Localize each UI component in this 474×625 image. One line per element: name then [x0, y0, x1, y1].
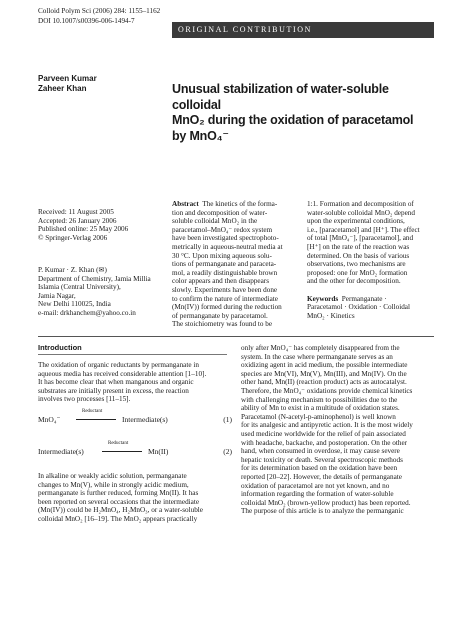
body-line: with challenging mechanism to possibilities due to the — [241, 395, 398, 404]
journal-citation — [38, 7, 160, 26]
section-divider — [38, 336, 434, 337]
received-date: Received: 11 August 2005 — [38, 208, 114, 216]
keywords-line — [307, 295, 435, 304]
abstract-column-2 — [307, 200, 435, 320]
author-name: Zaheer Khan — [38, 84, 87, 93]
arrow-label: Reductant — [82, 408, 103, 414]
equation-1 — [38, 404, 236, 434]
body-column-1 — [38, 361, 236, 524]
abstract-line: soluble colloidal MnO₂ in the — [172, 217, 258, 226]
heading-underline — [38, 354, 227, 355]
abstract-label: Abstract — [172, 200, 199, 208]
accepted-date: Accepted: 26 January 2006 — [38, 216, 117, 225]
body-line: involves two processes [11–15]. — [38, 395, 131, 404]
doi: DOI 10.1007/s00396-006-1494-7 — [38, 16, 135, 25]
abstract-line: of total [MnO₄⁻], [paracetamol], and — [307, 234, 414, 243]
body-line: The purpose of this article is to analyze the permanganic — [241, 507, 404, 516]
equation-number: (1) — [223, 414, 232, 424]
body-line: Paracetamol (N-acetyl-p-aminophenol) is well known — [241, 412, 396, 421]
body-line: changes to Mn(V), while in strongly acidic medium, — [38, 480, 189, 489]
abstract-line: of permanganate by paracetamol. — [172, 311, 268, 320]
abstract-line: slowly. Experiments have been done — [172, 285, 278, 294]
body-line: It has become clear that when manganous and organic — [38, 378, 194, 387]
abstract-line: proposed: one for MnO₂ formation — [307, 268, 408, 277]
abstract-line: The stoichiometry was found to be — [172, 320, 273, 329]
body-line: oxidation of paracetamol are not yet known, and no — [241, 481, 390, 490]
title-line: Unusual stabilization of water-soluble colloidal — [172, 82, 389, 112]
body-line: for its determination based on the oxidation have been — [241, 464, 398, 473]
body-line: aqueous media has received considerable attention [1–10]. — [38, 369, 207, 378]
abstract-text: The kinetics of the forma- — [202, 200, 278, 208]
body-line: other hand, Mn(II) (reaction product) acts as autocatalyst. — [241, 378, 407, 387]
reaction-arrow — [102, 451, 142, 452]
abstract-line: color appears and then disappears — [172, 277, 269, 286]
abstract-line: (Mn(IV)) formed during the reduction — [172, 303, 282, 312]
body-line: Therefore, the MnO₄⁻ oxidations provide chemical kinetics — [241, 386, 413, 395]
equation-reactant: MnO₄⁻ — [38, 414, 61, 424]
published-date: Published online: 25 May 2006 — [38, 225, 129, 234]
abstract-line: have been investigated spectrophoto- — [172, 234, 279, 243]
affiliation-line: P. Kumar · Z. Khan (✉) — [38, 266, 107, 274]
email[interactable]: e-mail: drkhanchem@yahoo.co.in — [38, 308, 136, 317]
abstract-line: water-soluble colloidal MnO₂ depend — [307, 208, 415, 217]
affiliation-line: New Delhi 110025, India — [38, 300, 111, 309]
abstract-line: mol, a readily distinguishable brown — [172, 268, 278, 277]
abstract-line — [172, 200, 297, 209]
body-line: colloidal MnO₂ [16–19]. The MnO₂ appears practically — [38, 514, 198, 523]
abstract-line: to confirm the nature of intermediate — [172, 294, 278, 303]
body-line: only after MnO₄⁻ has completely disappeared from the — [241, 344, 400, 352]
body-line: with headache, backache, and postoperation. On the other — [241, 438, 408, 447]
keywords-line: MnO₂ · Kinetics — [307, 311, 355, 320]
body-line: ability of Mn to exist in a multitude of oxidation states. — [241, 404, 400, 413]
affiliation-line: Jamia Nagar, — [38, 291, 76, 300]
body-line: reported [20–22]. However, the details of permanganate — [241, 472, 402, 481]
abstract-line: paracetamol–MnO₄⁻ redox system — [172, 225, 273, 234]
equation-number: (2) — [223, 446, 232, 456]
body-line: oxidizing agent in acid medium, the possible intermediate — [241, 361, 408, 370]
publication-dates — [38, 208, 128, 242]
keywords-line: Paracetamol · Oxidation · Colloidal — [307, 303, 410, 312]
body-line: hepatic toxicity or death. Several spectroscopic methods — [241, 455, 403, 464]
body-line: species are Mn(VI), Mn(V), Mn(III), and Mn(IV). On the — [241, 369, 407, 378]
abstract-line: metrically in aqueous-neutral media at — [172, 242, 283, 251]
body-line: colloidal MnO₂ (brown-yellow product) has been reported. — [241, 498, 411, 507]
arrow-label: Reductant — [108, 440, 129, 446]
abstract-column-1 — [172, 200, 297, 329]
abstract-line: tion and decomposition of water- — [172, 208, 268, 217]
body-line: permanganate is further reduced, forming Mn(II). It has — [38, 489, 199, 498]
author-affiliation — [38, 266, 151, 318]
author-name: Parveen Kumar — [38, 74, 97, 83]
affiliation-line: Islamia (Central University), — [38, 283, 121, 292]
abstract-line: tions of permanganate and paraceta- — [172, 260, 277, 269]
body-line: In alkaline or weakly acidic solution, permanganate — [38, 471, 187, 480]
abstract-line: determined. On the basis of various — [307, 251, 410, 260]
body-line: for its analgesic and antipyretic action. It is the most widely — [241, 421, 413, 430]
body-line: been reported on several occasions that the intermediate — [38, 497, 200, 506]
body-column-2 — [241, 344, 437, 516]
abstract-line: observations, two mechanisms are — [307, 260, 406, 269]
abstract-line: and the other for decomposition. — [307, 277, 401, 286]
reaction-arrow — [76, 419, 116, 420]
equation-product: Intermediate(s) — [122, 414, 168, 424]
abstract-line: i.e., [paracetamol] and [H⁺]. The effect — [307, 225, 420, 234]
journal-reference: Colloid Polym Sci (2006) 284: 1155–1162 — [38, 7, 161, 15]
article-title — [172, 82, 434, 144]
abstract-line: upon the experimental conditions, — [307, 217, 405, 226]
article-type-banner: ORIGINAL CONTRIBUTION — [172, 22, 434, 38]
abstract-line: [H⁺] on the rate of the reaction was — [307, 242, 410, 251]
body-line: substrates are initially present in excess, the reaction — [38, 386, 189, 395]
abstract-line: 1:1. Formation and decomposition of — [307, 200, 414, 208]
affiliation-line: Department of Chemistry, Jamia Millia — [38, 274, 151, 283]
body-line: information regarding the formation of water-soluble — [241, 490, 394, 499]
copyright: © Springer-Verlag 2006 — [38, 233, 108, 242]
equation-product: Mn(II) — [148, 446, 169, 456]
title-line: by MnO₄⁻ — [172, 128, 229, 143]
section-heading: Introduction — [38, 343, 82, 352]
keywords-text: Permanganate · — [341, 294, 387, 303]
body-line: The oxidation of organic reductants by permanganate in — [38, 361, 199, 369]
body-line: system. In the case where permanganate serves as an — [241, 352, 393, 361]
body-line: (Mn(IV)) could be H₂MnO₄, H₂MnO₃, or a water-soluble — [38, 506, 203, 515]
author-list — [38, 74, 97, 94]
abstract-line: 30 °C. Upon mixing aqueous solu- — [172, 251, 272, 260]
body-line: hand, when consumed in overdose, it may cause severe — [241, 447, 400, 456]
title-line: MnO₂ during the oxidation of paracetamol — [172, 113, 414, 127]
body-line: used medicine worldwide for the relief of pain associated — [241, 429, 406, 438]
equation-2 — [38, 434, 236, 464]
equation-reactant: Intermediate(s) — [38, 446, 84, 456]
keywords-label: Keywords — [307, 294, 339, 303]
